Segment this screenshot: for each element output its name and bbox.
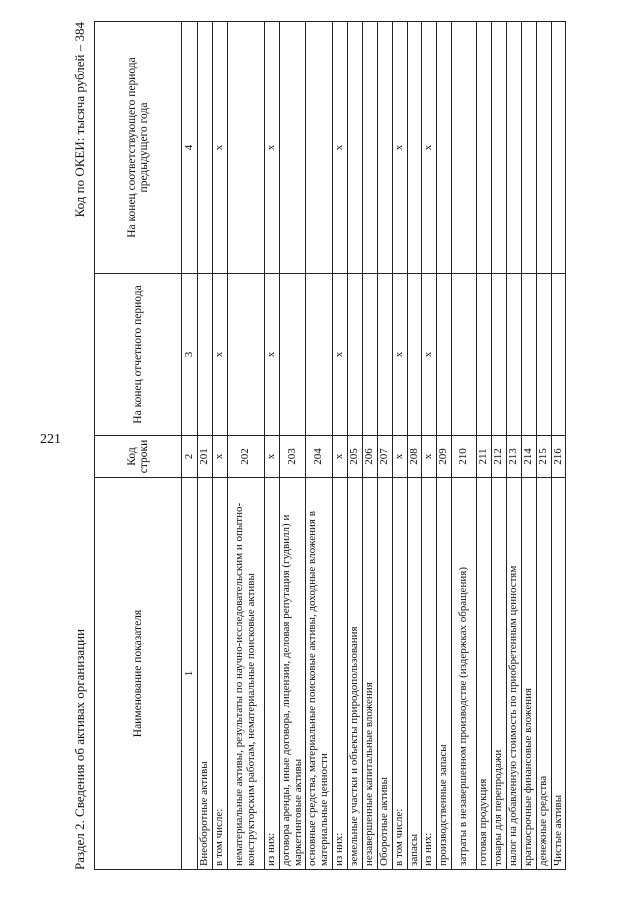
row-name: договора аренды, иные договора, лицензии, деловая репутация (гудвилл) и маркетинговые активы	[279, 478, 306, 870]
row-name: Оборотные активы	[377, 478, 392, 870]
cell-end-of-prev-period	[348, 22, 363, 274]
cell-end-of-prev-period	[452, 22, 477, 274]
column-number: 3	[182, 274, 198, 436]
row-name: затраты в незавершенном производстве (издержках обращения)	[452, 478, 477, 870]
row-code: x	[333, 436, 348, 478]
row-name: запасы	[407, 478, 422, 870]
cell-end-of-prev-period	[227, 22, 264, 274]
row-code: 202	[227, 436, 264, 478]
row-code: 205	[348, 436, 363, 478]
row-code: x	[212, 436, 227, 478]
table-row	[264, 22, 279, 870]
cell-end-of-period	[227, 274, 264, 436]
table-row	[198, 22, 213, 870]
cell-end-of-prev-period	[521, 22, 536, 274]
row-code: 207	[377, 436, 392, 478]
table-row	[227, 22, 264, 870]
row-name: денежные средства	[536, 478, 551, 870]
cell-end-of-prev-period	[377, 22, 392, 274]
table-row	[452, 22, 477, 870]
cell-end-of-prev-period	[477, 22, 492, 274]
row-code: 209	[437, 436, 452, 478]
cell-end-of-period	[437, 274, 452, 436]
cell-end-of-period	[279, 274, 306, 436]
cell-end-of-period	[492, 274, 507, 436]
cell-end-of-prev-period	[279, 22, 306, 274]
table-row	[212, 22, 227, 870]
cell-end-of-period	[477, 274, 492, 436]
cell-end-of-period	[551, 274, 566, 436]
header-row-code: Код строки	[95, 436, 182, 478]
cell-end-of-period	[536, 274, 551, 436]
cell-end-of-prev-period	[306, 22, 333, 274]
cell-end-of-period: x	[392, 274, 407, 436]
cell-end-of-prev-period: x	[333, 22, 348, 274]
row-name: из них:	[422, 478, 437, 870]
row-code: 201	[198, 436, 213, 478]
table-row	[362, 22, 377, 870]
cell-end-of-prev-period	[506, 22, 521, 274]
cell-end-of-prev-period: x	[392, 22, 407, 274]
assets-table	[94, 21, 566, 870]
cell-end-of-period	[506, 274, 521, 436]
cell-end-of-period	[198, 274, 213, 436]
table-row	[422, 22, 437, 870]
table-row	[536, 22, 551, 870]
column-number: 4	[182, 22, 198, 274]
cell-end-of-period	[362, 274, 377, 436]
row-code: 208	[407, 436, 422, 478]
rotated-page-content	[72, 22, 610, 870]
table-row	[551, 22, 566, 870]
cell-end-of-prev-period: x	[422, 22, 437, 274]
cell-end-of-period: x	[264, 274, 279, 436]
table-row	[392, 22, 407, 870]
table-row	[348, 22, 363, 870]
cell-end-of-period	[306, 274, 333, 436]
row-code: x	[264, 436, 279, 478]
cell-end-of-prev-period	[407, 22, 422, 274]
cell-end-of-prev-period: x	[264, 22, 279, 274]
header-end-of-prev-period: На конец соответствующего периода предыдущего года	[95, 22, 182, 274]
row-name: товары для перепродажи	[492, 478, 507, 870]
row-name: основные средства, материальные поисковые активы, доходные вложения в материальные ценности	[306, 478, 333, 870]
cell-end-of-period	[377, 274, 392, 436]
table-row	[306, 22, 333, 870]
table-body	[198, 22, 566, 870]
row-name: земельные участки и объекты природопользования	[348, 478, 363, 870]
row-name: готовая продукция	[477, 478, 492, 870]
row-code: 211	[477, 436, 492, 478]
section-title: Раздел 2. Сведения об активах организации	[72, 628, 87, 870]
row-name: Внеоборотные активы	[198, 478, 213, 870]
table-row	[333, 22, 348, 870]
row-code: 210	[452, 436, 477, 478]
okei-code: Код по ОКЕИ: тысяча рублей – 384	[72, 22, 87, 218]
table-row	[506, 22, 521, 870]
row-code: 214	[521, 436, 536, 478]
row-name: производственные запасы	[437, 478, 452, 870]
row-name: в том числе:	[392, 478, 407, 870]
page-number: 221	[40, 432, 61, 447]
table-row	[521, 22, 536, 870]
table-row	[377, 22, 392, 870]
cell-end-of-period: x	[333, 274, 348, 436]
row-code: 215	[536, 436, 551, 478]
cell-end-of-prev-period	[551, 22, 566, 274]
table-header-row	[95, 22, 182, 870]
table-row	[437, 22, 452, 870]
header-end-of-period: На конец отчетного периода	[95, 274, 182, 436]
row-name: в том числе:	[212, 478, 227, 870]
cell-end-of-period: x	[422, 274, 437, 436]
row-code: 206	[362, 436, 377, 478]
column-number: 2	[182, 436, 198, 478]
row-code: x	[422, 436, 437, 478]
cell-end-of-prev-period	[362, 22, 377, 274]
table-row	[407, 22, 422, 870]
row-name: из них:	[264, 478, 279, 870]
table-row	[279, 22, 306, 870]
cell-end-of-prev-period	[437, 22, 452, 274]
cell-end-of-prev-period	[536, 22, 551, 274]
row-name: краткосрочные финансовые вложения	[521, 478, 536, 870]
row-code: 213	[506, 436, 521, 478]
table-row	[492, 22, 507, 870]
row-code: x	[392, 436, 407, 478]
row-code: 203	[279, 436, 306, 478]
cell-end-of-period	[521, 274, 536, 436]
row-name: налог на добавленную стоимость по приобретенным ценностям	[506, 478, 521, 870]
row-name: из них:	[333, 478, 348, 870]
header-indicator-name: Наименование показателя	[95, 478, 182, 870]
column-number-row	[182, 22, 198, 870]
table-row	[477, 22, 492, 870]
row-name: незавершенные капитальные вложения	[362, 478, 377, 870]
cell-end-of-period: x	[212, 274, 227, 436]
cell-end-of-prev-period	[492, 22, 507, 274]
row-code: 212	[492, 436, 507, 478]
row-code: 216	[551, 436, 566, 478]
row-code: 204	[306, 436, 333, 478]
cell-end-of-prev-period: x	[212, 22, 227, 274]
row-name: Чистые активы	[551, 478, 566, 870]
cell-end-of-period	[452, 274, 477, 436]
row-name: нематериальные активы, результаты по научно-исследовательским и опытно-конструкторским работам, нематериальные поисковые активы	[227, 478, 264, 870]
column-number: 1	[182, 478, 198, 870]
cell-end-of-prev-period	[198, 22, 213, 274]
cell-end-of-period	[348, 274, 363, 436]
cell-end-of-period	[407, 274, 422, 436]
